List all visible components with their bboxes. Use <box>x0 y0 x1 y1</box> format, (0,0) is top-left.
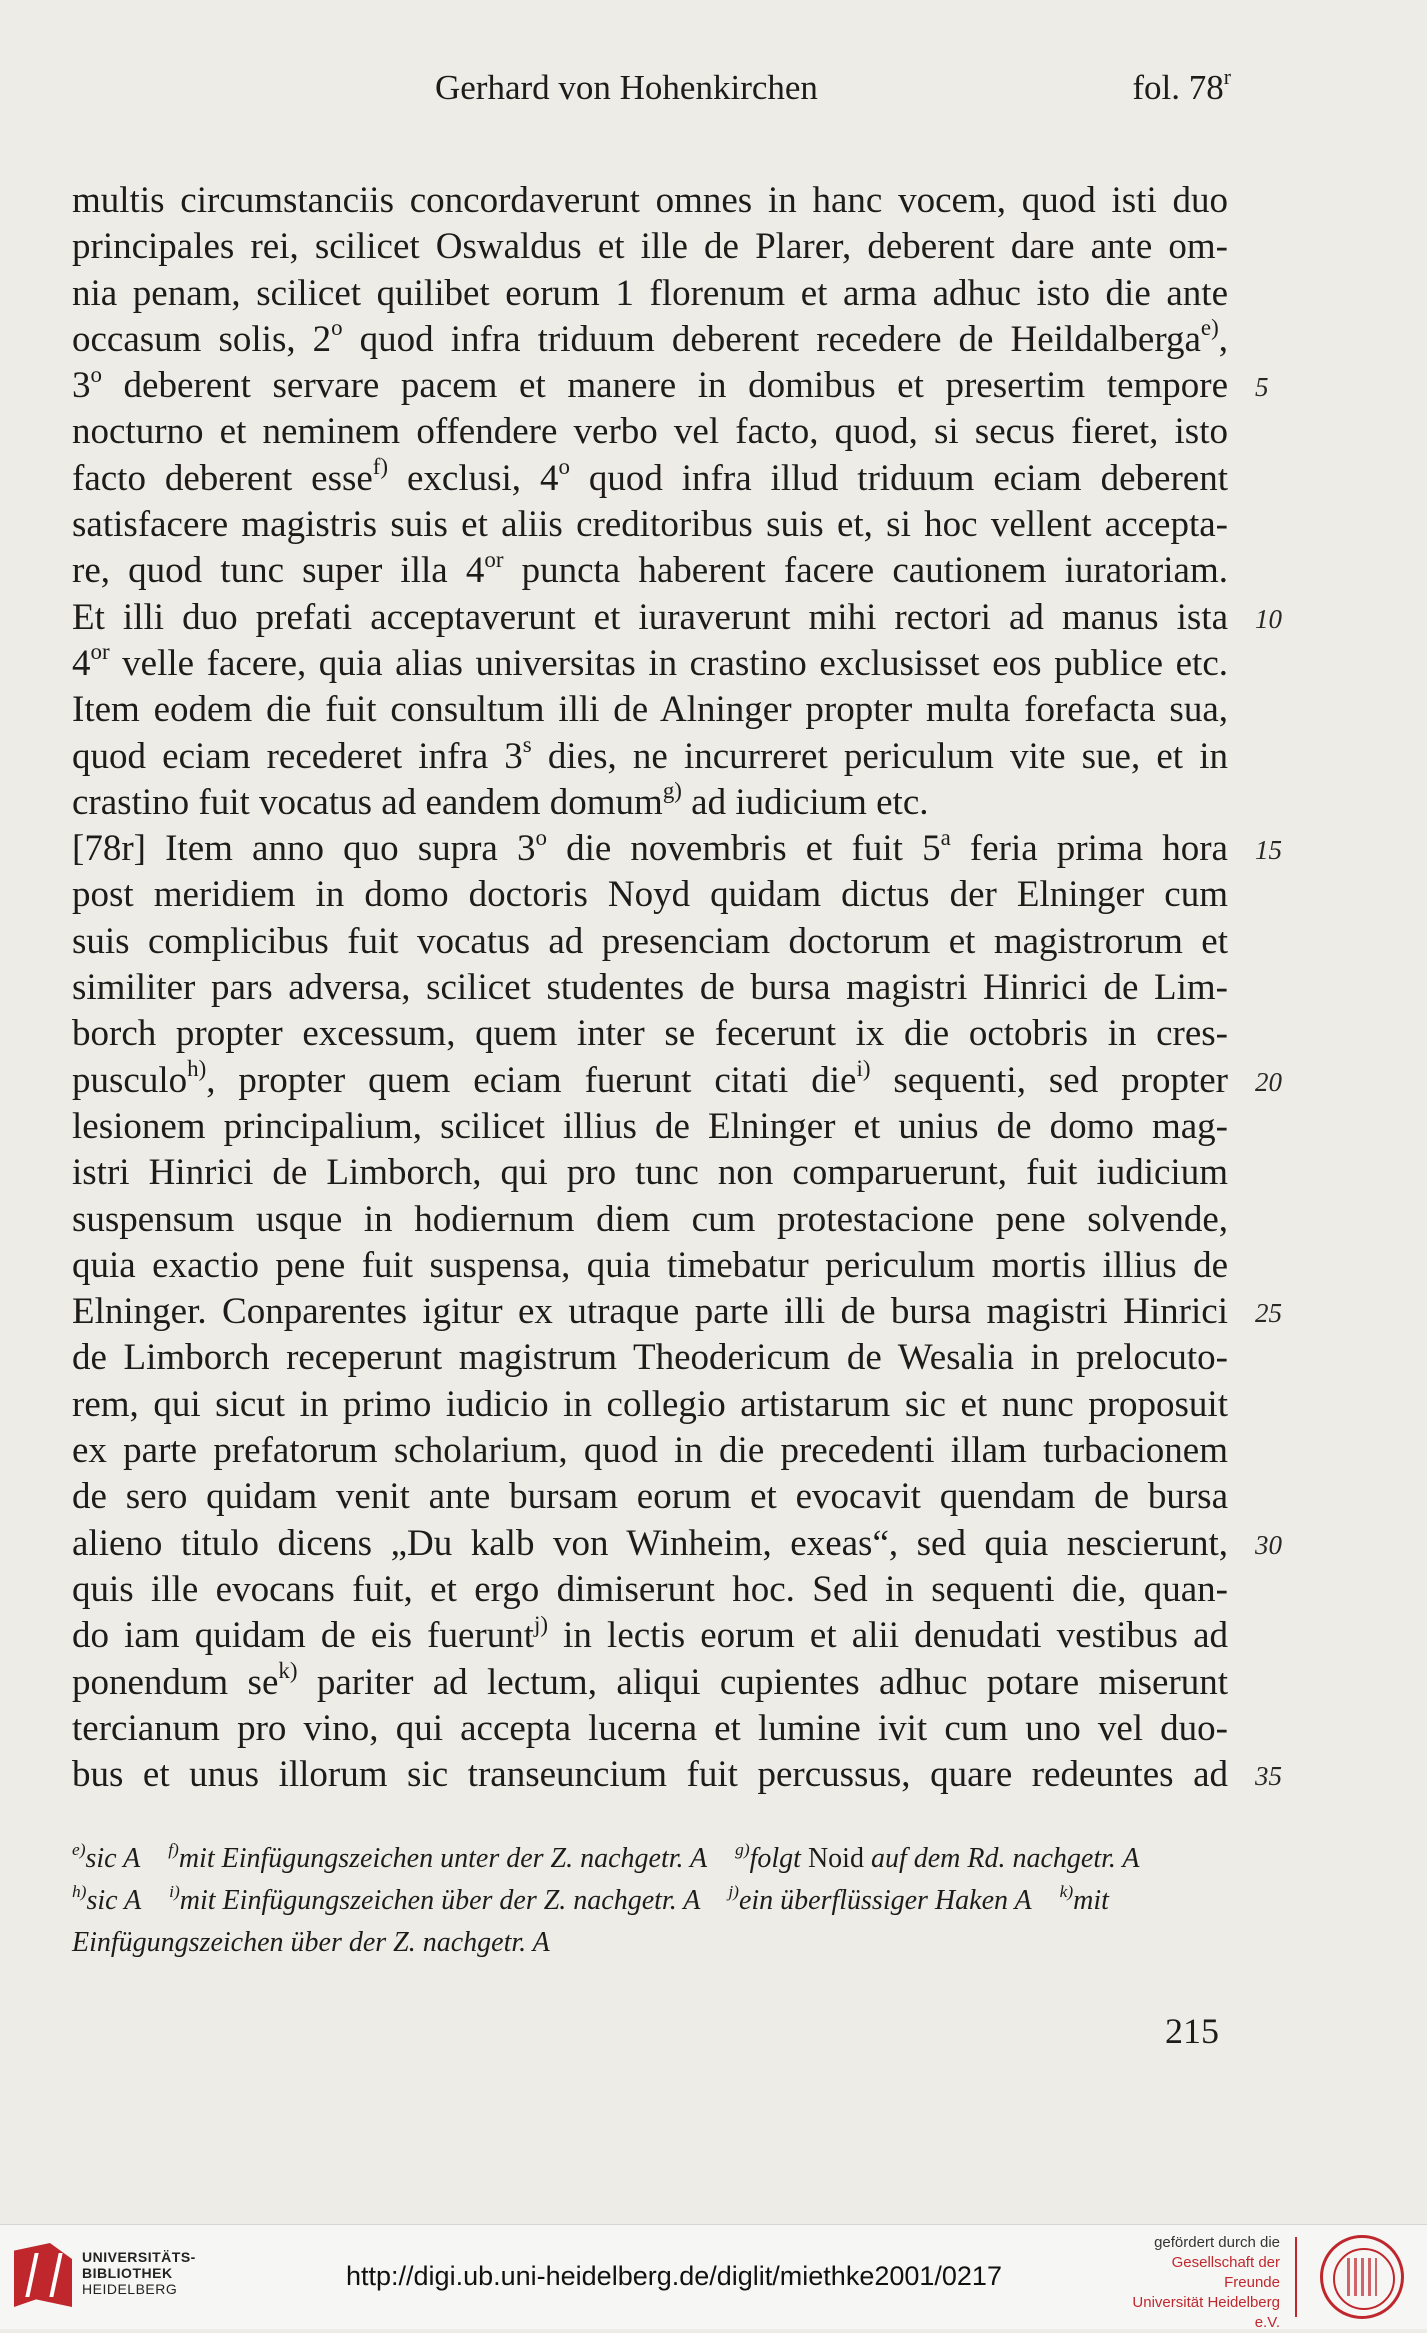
page-number: 215 <box>1165 2011 1219 2051</box>
footnote-line: Einfügungszeichen über der Z. nachgetr. A <box>72 1927 550 1958</box>
line-number: 15 <box>1255 835 1282 865</box>
ub-mark-icon <box>14 2243 72 2307</box>
sponsor-credit: gefördert durch die Gesellschaft der Freunde Universität Heidelberg e.V. <box>1132 2234 1280 2331</box>
running-title: Gerhard von Hohenkirchen <box>435 68 818 107</box>
footnote-line: $^{e)}$sic A $^{f)}$mit Einfügungszeichen unter der Z. nachgetr. A $^{g)}$folgt Noid auf dem Rd. nachgetr. A <box>72 1839 1140 1874</box>
footnote-ref: f) <box>372 454 389 480</box>
text-line: pusculo$^{h)}$, propter quem eciam fuerunt citati die$^{i)}$ sequenti, sed propter <box>72 1056 1228 1101</box>
text-line: de Limborch receperunt magistrum Theodericum de Wesalia in prelocuto- <box>72 1337 1228 1379</box>
text-line: quia exactio pene fuit suspensa, quia timebatur periculum mortis illius de <box>72 1244 1228 1286</box>
text-line: ex parte prefatorum scholarium, quod in die precedenti illam turbacionem <box>72 1430 1228 1472</box>
footnote-ref: g) <box>662 778 682 804</box>
text-line: rem, qui sicut in primo iudicio in collegio artistarum sic et nunc proposuit <box>72 1383 1228 1425</box>
text-line: ponendum $se^{k)}$ pariter ad lectum, aliqui cupientes adhuc potare miserunt <box>72 1657 1228 1703</box>
text-line: bus et unus illorum sic transeuncium fuit percussus, quare redeuntes ad <box>72 1754 1228 1796</box>
permalink-url[interactable]: http://digi.ub.uni-heidelberg.de/diglit/miethke2001/0217 <box>346 2261 1002 2291</box>
footnote-ref: e) <box>1200 315 1219 341</box>
line-number: 5 <box>1255 372 1269 402</box>
running-header <box>0 65 1427 118</box>
text-line: crastino fuit vocatus ad eandem domum$^{g)}$ ad iudicium etc. <box>72 778 929 823</box>
text-line: Elninger. Conparentes igitur ex utraque parte illi de bursa magistri Hinrici <box>72 1291 1228 1333</box>
footnote-ref: k) <box>278 1657 298 1683</box>
text-line: similiter pars adversa, scilicet studentes de bursa magistri Hinrici de Lim- <box>72 967 1228 1009</box>
text-line: occasum solis, 2$^o$ quod infra triduum deberent recedere de Heildalberga$^{e)}$, <box>72 315 1228 360</box>
line-number: 30 <box>1255 1530 1282 1560</box>
line-number: 20 <box>1255 1067 1282 1097</box>
footnote-ref: i) <box>856 1056 871 1082</box>
main-text <box>72 178 1228 1798</box>
text-line: post meridiem in domo doctoris Noyd quidam dictus der Elninger cum <box>72 874 1228 916</box>
library-name: UNIVERSITÄTS- BIBLIOTHEK HEIDELBERG <box>82 2249 196 2297</box>
university-seal-icon <box>1320 2235 1404 2319</box>
text-line: suspensum usque in hodiernum diem cum protestacione pene solvende, <box>72 1198 1228 1240</box>
divider <box>1295 2237 1297 2317</box>
text-line: Et illi duo prefati acceptaverunt et iuraverunt mihi rectori ad manus ista <box>72 596 1228 638</box>
text-line: do iam quidam de eis fuerunt$^{j)}$ in lectis eorum et alii denudati vestibus ad <box>72 1611 1228 1657</box>
folio-reference: fol. 78$^r$ <box>1132 65 1231 107</box>
text-line: tercianum pro vino, qui accepta lucerna et lumine ivit cum uno vel duo- <box>72 1707 1228 1749</box>
text-line: principales rei, scilicet Oswaldus et ille de Plarer, deberent dare ante om- <box>72 226 1228 268</box>
text-line: multis circumstanciis concordaverunt omnes in hanc vocem, quod isti duo <box>72 180 1228 221</box>
text-line: [78r] Item anno quo supra 3$^o$ die novembris et fuit 5$^a$ feria prima hora <box>72 824 1228 870</box>
text-line: facto deberent esse$^{f)}$ exclusi, 4$^o$ quod infra illud triduum eciam deberent <box>72 454 1228 499</box>
critical-apparatus <box>72 1838 1228 1964</box>
line-number: 25 <box>1255 1298 1282 1328</box>
digitization-footer <box>0 2224 1427 2329</box>
ub-heidelberg-logo-icon[interactable] <box>14 2243 196 2319</box>
text-line: suis complicibus fuit vocatus ad presenciam doctorum et magistrorum et <box>72 920 1228 962</box>
footnote-ref: j) <box>533 1611 548 1637</box>
text-line: satisfacere magistris suis et aliis creditoribus suis et, si hoc vellent accepta- <box>72 504 1228 546</box>
footnote-line: $^{h)}$sic A $^{i)}$mit Einfügungszeichen über der Z. nachgetr. A $^{j)}$ein überflüssiger Haken A $^{k)}$mit <box>72 1881 1109 1916</box>
text-line: re, quod tunc super illa $4^{or}$ puncta haberent facere cautionem iuratoriam. <box>72 546 1228 592</box>
line-number: 35 <box>1255 1761 1282 1791</box>
text-line: $4^{or}$ velle facere, quia alias universitas in crastino exclusisset eos publice etc. <box>72 639 1228 684</box>
text-line: borch propter excessum, quem inter se fecerunt ix die octobris in cres- <box>72 1013 1228 1055</box>
text-line: 3$^o$ deberent servare pacem et manere in domibus et presertim tempore <box>72 361 1228 407</box>
text-line: alieno titulo dicens „Du kalb von Winheim, exeas“, sed quia nescierunt, <box>72 1522 1228 1564</box>
text-line: istri Hinrici de Limborch, qui pro tunc non comparuerunt, fuit iudicium <box>72 1152 1228 1194</box>
text-line: lesionem principalium, scilicet illius de Elninger et unius de domo mag- <box>72 1105 1228 1147</box>
text-line: nocturno et neminem offendere verbo vel facto, quod, si secus fieret, isto <box>72 411 1228 453</box>
text-line: quis ille evocans fuit, et ergo dimiserunt hoc. Sed in sequenti die, quan- <box>72 1568 1228 1610</box>
text-line: nia penam, scilicet quilibet eorum 1 florenum et arma adhuc isto die ante <box>72 272 1228 314</box>
text-line: quod eciam recederet infra 3$^s$ dies, ne incurreret periculum vite sue, et in <box>72 731 1228 777</box>
line-number: 10 <box>1255 604 1282 634</box>
text-line: de sero quidam venit ante bursam eorum et evocavit quendam de bursa <box>72 1476 1228 1518</box>
footnote-ref: h) <box>187 1056 207 1082</box>
text-line: Item eodem die fuit consultum illi de Alninger propter multa forefacta sua, <box>72 689 1228 731</box>
